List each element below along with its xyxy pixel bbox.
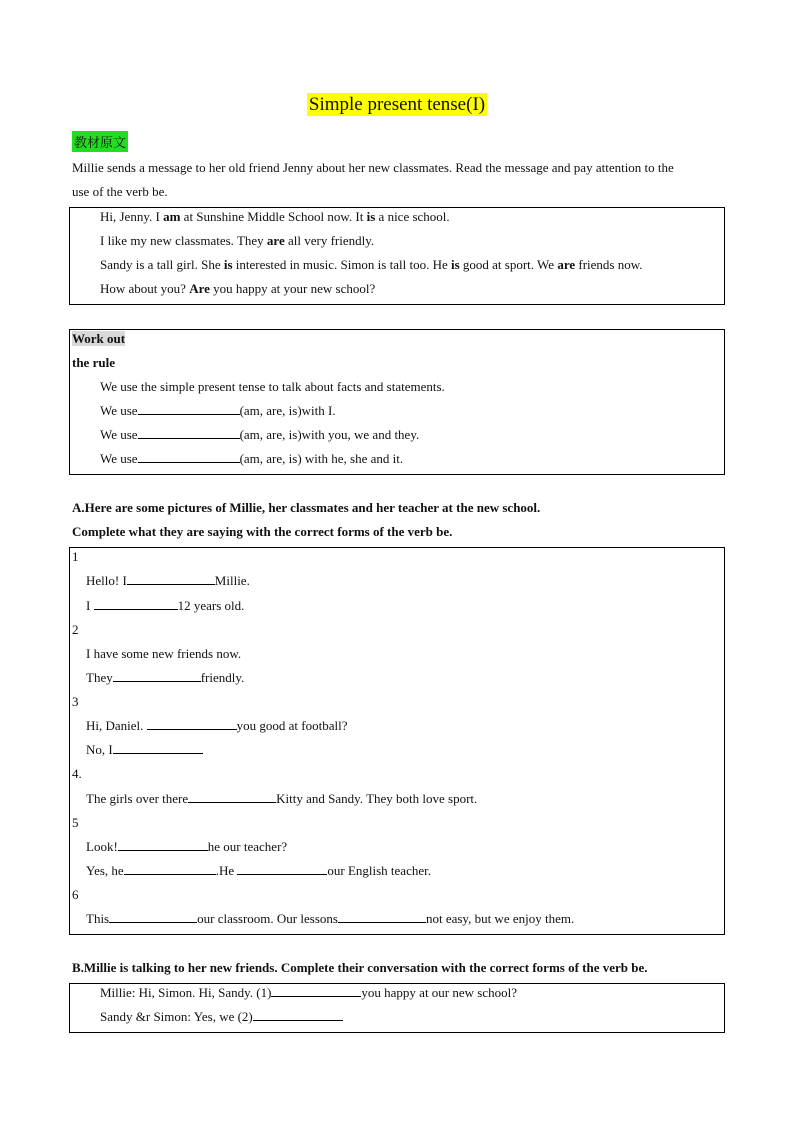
question-6: This our classroom. Our lessons not easy, but we enjoy them.	[86, 911, 575, 926]
item-number-6: 6	[72, 887, 79, 902]
message-line-4: How about you? Are you happy at your new school?	[100, 281, 376, 296]
item-number-4: 4.	[72, 766, 82, 781]
message-line-2: I like my new classmates. They are all very friendly.	[100, 233, 375, 248]
rule-sentence-2: We use (am, are, is)with I.	[100, 403, 336, 418]
conversation-line-1: Millie: Hi, Simon. Hi, Sandy. (1) you happy at our new school?	[100, 985, 518, 1000]
answer-blank[interactable]	[138, 427, 240, 439]
answer-blank[interactable]	[113, 670, 201, 682]
answer-blank[interactable]	[94, 598, 178, 610]
answer-blank[interactable]	[127, 573, 215, 585]
answer-blank[interactable]	[113, 742, 203, 754]
rule-box	[69, 329, 725, 475]
section-a-box	[69, 547, 725, 935]
item-number-3: 3	[72, 694, 79, 709]
page-title-text: Simple present tense(I)	[308, 94, 486, 115]
intro-line-2: use of the verb be.	[72, 184, 168, 199]
section-b-heading: B.Millie is talking to her new friends. Complete their conversation with the correct forms of the verb be.	[72, 960, 648, 975]
rule-heading-1: Work out	[72, 331, 126, 346]
textbook-tag: 教材原文	[72, 131, 128, 152]
question-3b: No, I	[86, 742, 203, 758]
question-1b: I 12 years old.	[86, 598, 245, 613]
answer-blank[interactable]	[338, 911, 426, 923]
item-number-5: 5	[72, 815, 79, 830]
answer-blank[interactable]	[188, 791, 276, 803]
message-box	[69, 207, 725, 305]
conversation-line-2: Sandy &r Simon: Yes, we (2)	[100, 1009, 343, 1025]
message-line-1: Hi, Jenny. I am at Sunshine Middle School now. It is a nice school.	[100, 209, 450, 224]
answer-blank[interactable]	[253, 1009, 343, 1021]
question-4: The girls over there Kitty and Sandy. They both love sport.	[86, 791, 478, 806]
answer-blank[interactable]	[109, 911, 197, 923]
item-number-2: 2	[72, 622, 79, 637]
question-5b: Yes, he .He our English teacher.	[86, 863, 431, 878]
answer-blank[interactable]	[271, 985, 361, 997]
item-number-1: 1	[72, 549, 79, 564]
answer-blank[interactable]	[147, 718, 237, 730]
answer-blank[interactable]	[138, 451, 240, 463]
section-a-heading-2: Complete what they are saying with the correct forms of the verb be.	[72, 524, 453, 539]
rule-heading-2: the rule	[72, 355, 115, 370]
rule-sentence-3: We use (am, are, is)with you, we and they.	[100, 427, 420, 442]
intro-line-1: Millie sends a message to her old friend Jenny about her new classmates. Read the message and pay attention to the	[72, 160, 674, 175]
rule-sentence-1: We use the simple present tense to talk about facts and statements.	[100, 379, 445, 394]
answer-blank[interactable]	[237, 863, 327, 875]
question-1a: Hello! I Millie.	[86, 573, 250, 588]
question-3a: Hi, Daniel. you good at football?	[86, 718, 348, 733]
message-line-3: Sandy is a tall girl. She is interested in music. Simon is tall too. He is good at sport. We are friends now.	[100, 257, 643, 272]
answer-blank[interactable]	[138, 403, 240, 415]
answer-blank[interactable]	[124, 863, 216, 875]
question-2a: I have some new friends now.	[86, 646, 242, 661]
section-b-box	[69, 983, 725, 1033]
section-a-heading-1: A.Here are some pictures of Millie, her classmates and her teacher at the new school.	[72, 500, 541, 515]
question-5a: Look! he our teacher?	[86, 839, 288, 854]
page-title	[0, 94, 794, 116]
rule-sentence-4: We use (am, are, is) with he, she and it.	[100, 451, 404, 466]
question-2b: They friendly.	[86, 670, 245, 685]
answer-blank[interactable]	[118, 839, 208, 851]
